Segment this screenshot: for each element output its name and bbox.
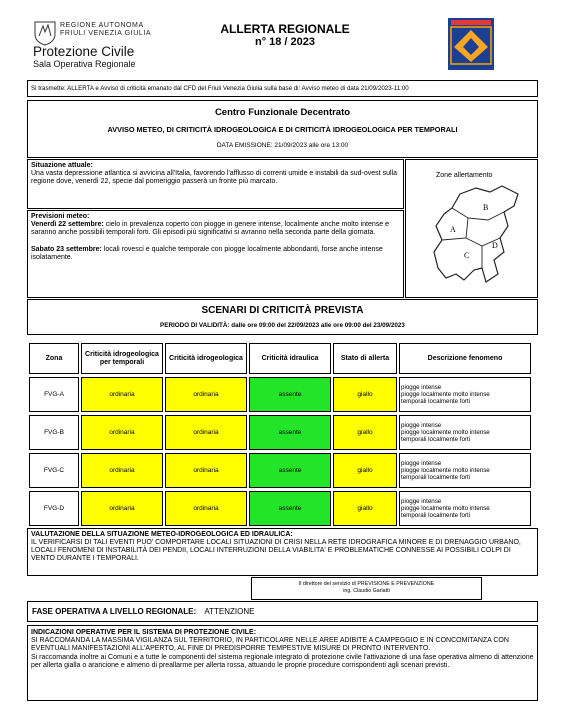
phase-value: ATTENZIONE	[204, 607, 255, 616]
col-zone: Zona	[29, 343, 79, 374]
forecast-day1-text: cielo in prevalenza coperto con piogge in genere intense, localmente anche molto intense e saranno anche possibili temporali forti. Gli episodi più significativi si avranno nella seconda parte della giornata.	[31, 221, 390, 236]
hydraulic-cell: assente	[249, 415, 331, 450]
forecast-day2	[31, 246, 400, 262]
operational-indications	[27, 625, 538, 701]
evaluation-section	[27, 528, 538, 576]
evaluation-title: VALUTAZIONE DELLA SITUAZIONE METEO-IDROGEOLOGICA ED IDRAULICA:	[31, 531, 293, 538]
region-emblem-icon	[33, 20, 57, 46]
scenarios-header	[27, 299, 538, 335]
map-zone-b: B	[483, 203, 489, 212]
current-situation	[27, 159, 404, 209]
director-signature	[251, 577, 482, 600]
col-alert-state: Stato di allerta	[333, 343, 397, 374]
table-row	[29, 377, 531, 412]
description-cell: piogge intense piogge localmente molto intense temporali localmente forti	[399, 415, 531, 450]
operational-phase	[27, 601, 538, 622]
validity-period: PERIODO DI VALIDITÀ: dalle ore 09:00 del 22/09/2023 alle ore 09:00 del 23/09/2023	[160, 322, 405, 329]
emission-date: DATA EMISSIONE: 21/09/2023 alle ore 13:00	[216, 142, 349, 149]
director-name: ing. Claudio Garlatti	[343, 588, 390, 594]
criticality-table	[27, 340, 533, 529]
cfd-header	[27, 100, 538, 158]
col-description: Descrizione fenomeno	[399, 343, 531, 374]
allerta-title: ALLERTA REGIONALE	[220, 22, 350, 36]
table-row	[29, 415, 531, 450]
zone-cell: FVG-D	[29, 491, 79, 526]
col-storm-criticality: Criticità idrogeologica per temporali	[81, 343, 163, 374]
region-name: REGIONE AUTONOMA FRIULI VENEZIA GIULIA	[60, 22, 152, 37]
region-map-icon	[428, 182, 528, 290]
phase-label: FASE OPERATIVA A LIVELLO REGIONALE:	[32, 607, 197, 616]
alert-cell: giallo	[333, 377, 397, 412]
map-zone-d: D	[492, 241, 498, 250]
forecast-label: Previsioni meteo:	[31, 213, 90, 220]
hydrogeo-cell: ordinaria	[165, 491, 247, 526]
alert-cell: giallo	[333, 491, 397, 526]
indications-text-2: Si raccomanda inoltre ai Comuni e a tutte le componenti del sistema regionale integrato di protezione civile l'attivazione di una fase operativa almeno di attenzione per allerta gialla o arancione e almeno di preallarme per allerta rossa, attuando le proprie procedure corrispondenti agli scenari previsti.	[31, 654, 534, 669]
col-hydrogeo-criticality: Criticità idrogeologica	[165, 343, 247, 374]
zone-cell: FVG-C	[29, 453, 79, 488]
table-header-row	[29, 343, 531, 374]
map-zone-a: A	[450, 225, 456, 234]
description-cell: piogge intense piogge localmente molto intense temporali localmente forti	[399, 377, 531, 412]
description-cell: piogge intense piogge localmente molto intense temporali localmente forti	[399, 453, 531, 488]
table-row	[29, 491, 531, 526]
indications-text-1: SI RACCOMANDA LA MASSIMA VIGILANZA SUL TERRITORIO, IN PARTICOLARE NELLE AREE ADIBITE A CAMPEGGIO E IN CONCOMITANZA CON EVENTUALI MANIFESTAZIONI ALL'APERTO, AL FINE DI PREDISPORRE TEMPESTIVE MISURE DI PRONTO INTERVENTO.	[31, 637, 509, 652]
forecast-day1-label: Venerdì 22 settembre:	[31, 221, 104, 228]
indications-title: INDICAZIONI OPERATIVE PER IL SISTEMA DI PROTEZIONE CIVILE:	[31, 629, 257, 636]
cfd-subtitle: AVVISO METEO, DI CRITICITÀ IDROGEOLOGICA E DI CRITICITÀ IDROGEOLOGICA PER TEMPORALI	[107, 125, 458, 134]
transmission-line: Si trasmette: ALLERTA e Avviso di criticità emanato dal CFD del Friuli Venezia Giulia sulla base di: Avviso meteo di data 21/09/2023-11:00	[27, 80, 538, 97]
col-hydraulic-criticality: Criticità idraulica	[249, 343, 331, 374]
evaluation-text: IL VERIFICARSI DI TALI EVENTI PUO' COMPORTARE LOCALI SITUAZIONI DI CRISI NELLA RETE IDROGRAFICA MINORE E DI DRENAGGIO URBANO, LOCALI FENOMENI DI INSTABILITÀ DEI PENDII, LOCALI INTERRUZIONI DELLA VIABILITA' E PROBLEMATICHE CONNESSE AI POSSIBILI COLPI DI VENTO DURANTE I TEMPORALI.	[31, 539, 521, 562]
logo-subtitle: Sala Operativa Regionale	[33, 59, 136, 69]
director-title: Il direttore del servizio di PREVISIONE E PREVENZIONE	[298, 581, 435, 587]
storm-cell: ordinaria	[81, 491, 163, 526]
hydrogeo-cell: ordinaria	[165, 377, 247, 412]
map-title: Zone allertamento	[436, 172, 493, 179]
situation-text: Una vasta depressione atlantica si avvicina all'Italia, favorendo l'afflusso di correnti umide e instabili da sud-ovest sulla regione dove, venerdì 22, specie dal pomeriggio passerà un fronte più marcato.	[31, 170, 397, 185]
hydraulic-cell: assente	[249, 453, 331, 488]
table-row	[29, 453, 531, 488]
zone-cell: FVG-B	[29, 415, 79, 450]
allerta-number: n° 18 / 2023	[254, 36, 316, 48]
hydraulic-cell: assente	[249, 377, 331, 412]
forecast-day2-label: Sabato 23 settembre:	[31, 246, 102, 253]
storm-cell: ordinaria	[81, 377, 163, 412]
description-cell: piogge intense piogge localmente molto intense temporali localmente forti	[399, 491, 531, 526]
zone-cell: FVG-A	[29, 377, 79, 412]
forecast-day2-text: locali rovesci e qualche temporale con piogge localmente abbondanti, forse anche intense isolatamente.	[31, 246, 383, 261]
weather-forecast	[27, 210, 404, 298]
alert-cell: giallo	[333, 453, 397, 488]
civil-protection-logo-icon	[448, 18, 494, 70]
alert-zones-map	[405, 159, 538, 298]
hydraulic-cell: assente	[249, 491, 331, 526]
hydrogeo-cell: ordinaria	[165, 453, 247, 488]
hydrogeo-cell: ordinaria	[165, 415, 247, 450]
cfd-title: Centro Funzionale Decentrato	[214, 107, 351, 118]
forecast-day1	[31, 221, 400, 237]
storm-cell: ordinaria	[81, 415, 163, 450]
storm-cell: ordinaria	[81, 453, 163, 488]
alert-cell: giallo	[333, 415, 397, 450]
situation-label: Situazione attuale:	[31, 162, 93, 169]
map-zone-c: C	[464, 251, 470, 260]
logo-title: Protezione Civile	[33, 44, 135, 59]
scenarios-title: SCENARI DI CRITICITÀ PREVISTA	[201, 305, 364, 316]
